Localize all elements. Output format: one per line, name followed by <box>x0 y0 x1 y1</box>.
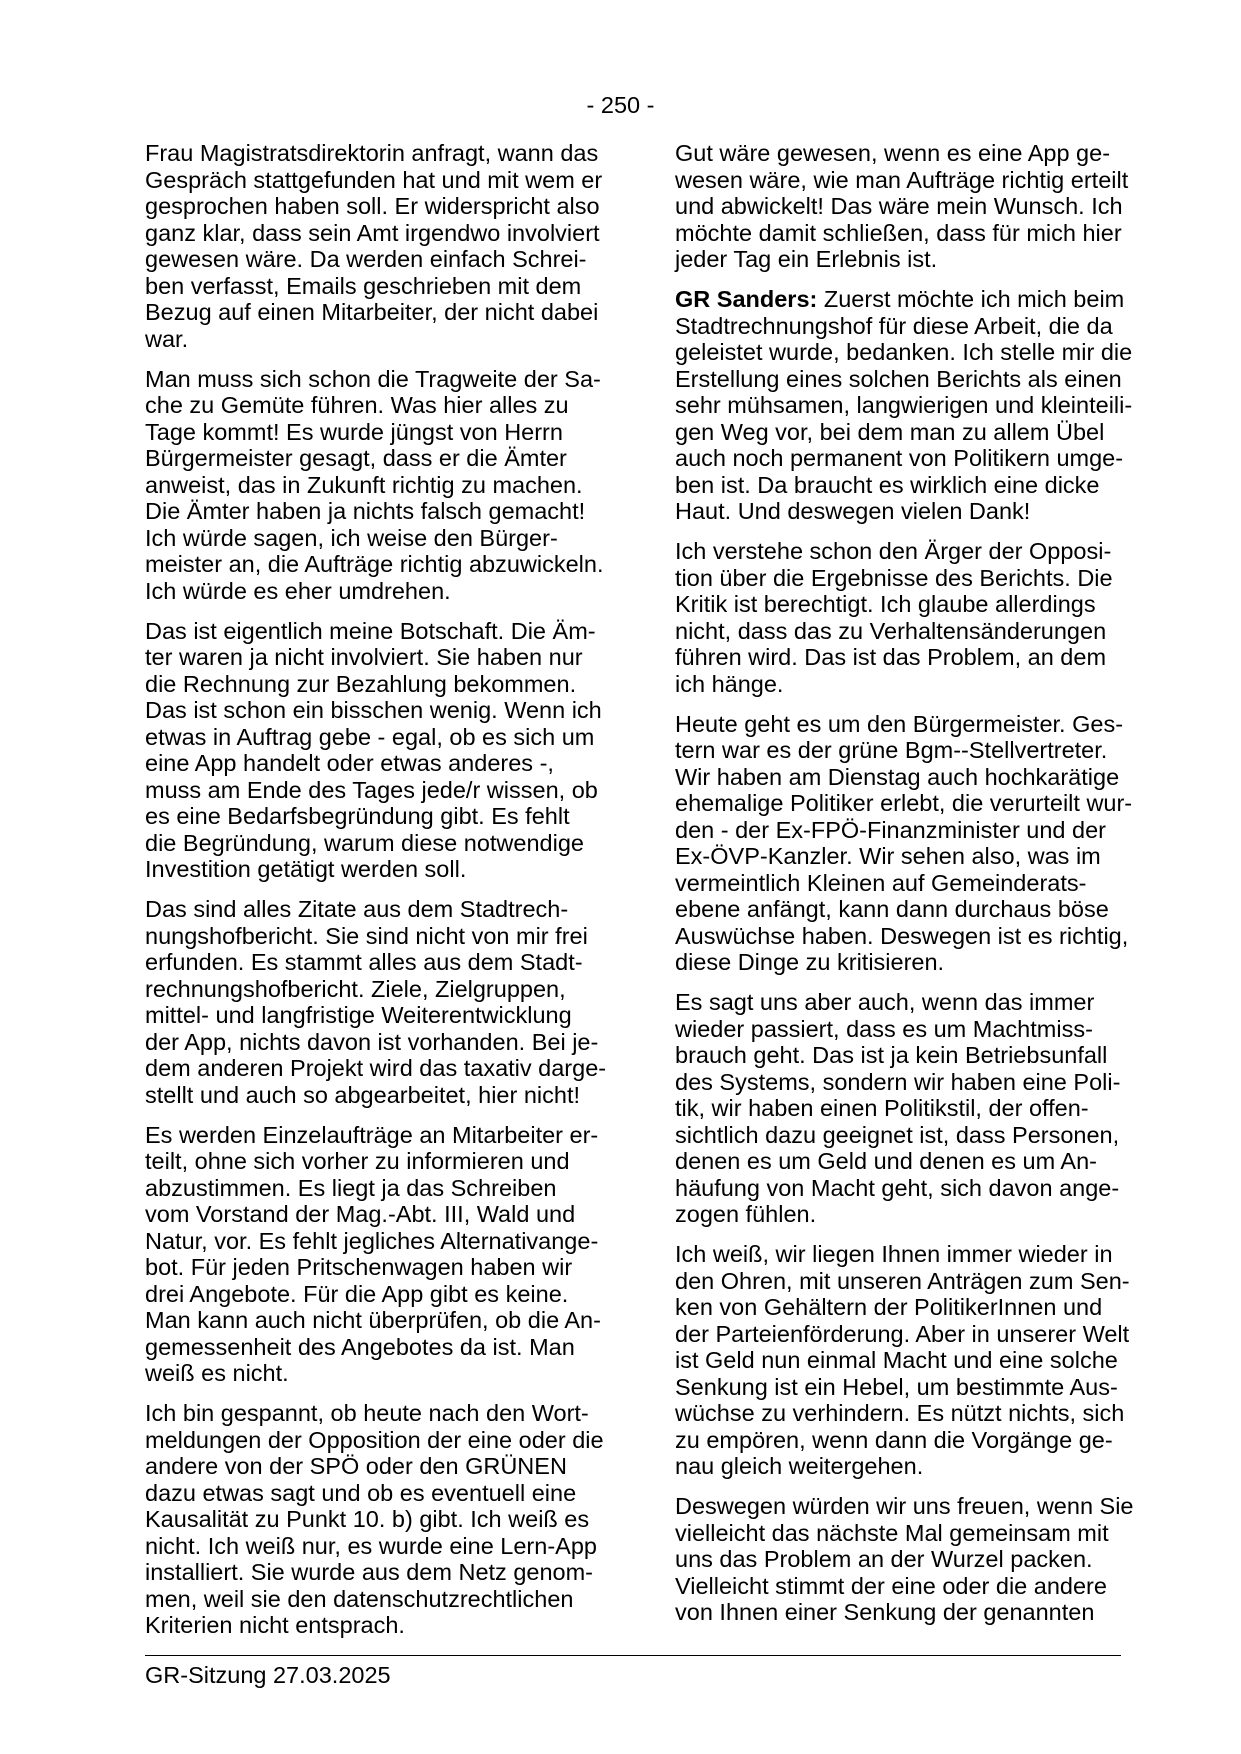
text-line: zu empören, wenn dann die Vorgänge ge- <box>675 1426 1113 1453</box>
text-line: ehemalige Politiker erlebt, die verurteilt wur- <box>675 790 1133 816</box>
text-line: andere von der SPÖ oder den GRÜNEN <box>145 1453 567 1479</box>
text-line: den - der Ex-FPÖ-Finanzminister und der <box>675 816 1106 843</box>
footer-session-label: GR-Sitzung 27.03.2025 <box>145 1662 391 1688</box>
text-line: Gut wäre gewesen, wenn es eine App ge- <box>675 140 1111 166</box>
paragraph <box>675 538 1113 697</box>
text-line: teilt, ohne sich vorher zu informieren und <box>145 1148 570 1174</box>
text-line: Ich bin gespannt, ob heute nach den Wort- <box>145 1400 589 1426</box>
text-line: men, weil sie den datenschutzrechtlichen <box>145 1585 574 1612</box>
text-line: tik, wir haben einen Politikstil, der offen- <box>675 1095 1089 1121</box>
text-line: Stadtrechnungshof für diese Arbeit, die da <box>675 312 1113 339</box>
text-line: Natur, vor. Es fehlt jegliches Alternativange- <box>145 1227 599 1254</box>
page-number: - 250 - <box>586 92 655 118</box>
paragraph <box>145 896 607 1108</box>
paragraph <box>145 365 604 605</box>
text-line: ich hänge. <box>675 670 784 697</box>
text-line: ter waren ja nicht involviert. Sie haben nur <box>145 644 583 670</box>
text-line: von Ihnen einer Senkung der genannten <box>675 1599 1095 1625</box>
text-line: meldungen der Opposition der eine oder die <box>145 1426 604 1453</box>
text-line: führen wird. Das ist das Problem, an dem <box>675 644 1107 670</box>
text-line: es eine Bedarfsbegründung gibt. Es fehlt <box>145 803 570 829</box>
text-line: abzustimmen. Es liegt ja das Schreiben <box>145 1174 557 1201</box>
text-line: uns das Problem an der Wurzel packen. <box>675 1546 1093 1572</box>
text-line: Deswegen würden wir uns freuen, wenn Sie <box>675 1493 1134 1519</box>
paragraph <box>675 710 1133 976</box>
text-line: diese Dinge zu kritisieren. <box>675 949 945 975</box>
text-line: denen es um Geld und denen es um An- <box>675 1148 1097 1174</box>
text-line: Es sagt uns aber auch, wenn das immer <box>675 989 1095 1015</box>
text-line: geleistet wurde, bedanken. Ich stelle mir die <box>675 339 1133 365</box>
paragraph <box>145 140 603 352</box>
text-line: Man muss sich schon die Tragweite der Sa- <box>145 365 601 392</box>
text-line: Kriterien nicht entsprach. <box>145 1612 405 1638</box>
text-line: rechnungshofbericht. Ziele, Zielgruppen, <box>145 975 566 1002</box>
text-line: wesen wäre, wie man Aufträge richtig erteilt <box>675 166 1129 193</box>
text-line: Man kann auch nicht überprüfen, ob die An- <box>145 1307 601 1333</box>
text-line: häufung von Macht geht, sich davon ange- <box>675 1174 1120 1201</box>
paragraph <box>145 617 602 883</box>
text-line: jeder Tag ein Erlebnis ist. <box>675 246 938 272</box>
text-line: Ich würde es eher umdrehen. <box>145 577 451 604</box>
text-line: wieder passiert, dass es um Machtmiss- <box>675 1015 1093 1042</box>
paragraph <box>675 140 1129 273</box>
text-line: stellt und auch so abgearbeitet, hier nicht! <box>145 1081 581 1108</box>
text-line: Ich würde sagen, ich weise den Bürger- <box>145 524 558 551</box>
paragraph <box>675 286 1133 525</box>
text-line: die Begründung, warum diese notwendige <box>145 829 584 856</box>
text-line: sichtlich dazu geeignet ist, dass Personen, <box>675 1121 1120 1148</box>
text-line: sehr mühsamen, langwierigen und kleinteili- <box>675 392 1133 418</box>
paragraph <box>145 1400 604 1639</box>
text-line: Vielleicht stimmt der eine oder die andere <box>675 1572 1107 1599</box>
text-line: Haut. Und deswegen vielen Dank! <box>675 498 1031 524</box>
text-line: Das sind alles Zitate aus dem Stadtrech- <box>145 896 569 922</box>
text-line: nungshofbericht. Sie sind nicht von mir frei <box>145 922 588 949</box>
text-line: Tage kommt! Es wurde jüngst von Herrn <box>145 418 563 445</box>
text-line: Es werden Einzelaufträge an Mitarbeiter er- <box>145 1121 599 1148</box>
text-line: vermeintlich Kleinen auf Gemeinderats- <box>675 869 1087 896</box>
text-line: der Parteienförderung. Aber in unserer Welt <box>675 1320 1130 1347</box>
text-line: nau gleich weitergehen. <box>675 1453 924 1479</box>
text-line: war. <box>145 325 189 352</box>
text-line: vom Vorstand der Mag.-Abt. III, Wald und <box>145 1201 576 1227</box>
text-line: gen Weg vor, bei dem man zu allem Übel <box>675 418 1105 445</box>
text-line: des Systems, sondern wir haben eine Poli- <box>675 1068 1121 1095</box>
text-line: Ex-ÖVP-Kanzler. Wir sehen also, was im <box>675 843 1101 869</box>
footer-divider <box>145 1655 1121 1656</box>
text-line: ben ist. Da braucht es wirklich eine dicke <box>675 471 1100 498</box>
text-line: Gespräch stattgefunden hat und mit wem er <box>145 166 603 193</box>
text-line: ist Geld nun einmal Macht und eine solche <box>675 1347 1118 1373</box>
text-line: Erstellung eines solchen Berichts als einen <box>675 365 1122 392</box>
text-line: mittel- und langfristige Weiterentwicklung <box>145 1002 572 1028</box>
speaker-name: GR Sanders: <box>675 286 818 312</box>
page-body <box>145 140 1134 1652</box>
text-line: nicht. Ich weiß nur, es wurde eine Lern-App <box>145 1532 597 1559</box>
text-line: Ich weiß, wir liegen Ihnen immer wieder in <box>675 1241 1113 1267</box>
text-line: ben verfasst, Emails geschrieben mit dem <box>145 272 582 299</box>
text-line: eine App handelt oder etwas anderes -, <box>145 750 554 776</box>
text-line: che zu Gemüte führen. Was hier alles zu <box>145 392 569 418</box>
text-line: den Ohren, mit unseren Anträgen zum Sen- <box>675 1267 1130 1294</box>
text-line: der App, nichts davon ist vorhanden. Bei je- <box>145 1028 599 1055</box>
text-line: Das ist eigentlich meine Botschaft. Die Äm- <box>145 617 596 644</box>
text-line: vielleicht das nächste Mal gemeinsam mit <box>675 1519 1109 1546</box>
text-line: ebene anfängt, kann dann durchaus böse <box>675 896 1109 922</box>
text-line: Ich verstehe schon den Ärger der Opposi- <box>675 538 1112 564</box>
paragraph <box>675 1241 1130 1480</box>
column-left <box>145 140 607 1652</box>
text-line: erfunden. Es stammt alles aus dem Stadt- <box>145 949 583 975</box>
text-line: tern war es der grüne Bgm--Stellvertreter. <box>675 737 1108 763</box>
text-line: möchte damit schließen, dass für mich hier <box>675 219 1122 246</box>
text-line: ganz klar, dass sein Amt irgendwo involviert <box>145 219 600 246</box>
text-line: zogen fühlen. <box>675 1201 817 1227</box>
text-line: Kausalität zu Punkt 10. b) gibt. Ich weiß es <box>145 1506 590 1532</box>
text-line: wüchse zu verhindern. Es nützt nichts, sich <box>675 1400 1125 1426</box>
text-line: anweist, das in Zukunft richtig zu machen. <box>145 471 583 498</box>
text-line: GR Sanders: Zuerst möchte ich mich beim <box>675 286 1125 312</box>
text-line: gewesen wäre. Da werden einfach Schrei- <box>145 246 587 272</box>
text-line: die Rechnung zur Bezahlung bekommen. <box>145 670 577 697</box>
text-line: meister an, die Aufträge richtig abzuwickeln. <box>145 551 604 577</box>
text-line: dazu etwas sagt und ob es eventuell eine <box>145 1479 577 1506</box>
text-line: Bürgermeister gesagt, dass er die Ämter <box>145 445 567 471</box>
text-line: Senkung ist ein Hebel, um bestimmte Aus- <box>675 1373 1118 1400</box>
text-line: Bezug auf einen Mitarbeiter, der nicht dabei <box>145 299 599 325</box>
text-line: Investition getätigt werden soll. <box>145 856 467 882</box>
text-line: gemessenheit des Angebotes da ist. Man <box>145 1333 575 1360</box>
text-line: Kritik ist berechtigt. Ich glaube allerdings <box>675 591 1096 617</box>
text-line: gesprochen haben soll. Er widerspricht also <box>145 193 600 219</box>
text-line: ken von Gehältern der PolitikerInnen und <box>675 1294 1103 1320</box>
text-line: drei Angebote. Für die App gibt es keine. <box>145 1280 569 1307</box>
paragraph <box>145 1121 601 1387</box>
text-line: Die Ämter haben ja nichts falsch gemacht! <box>145 498 586 524</box>
text-line: etwas in Auftrag gebe - egal, ob es sich um <box>145 723 595 750</box>
text-line: brauch geht. Das ist ja kein Betriebsunfall <box>675 1042 1108 1068</box>
text-line: Das ist schon ein bisschen wenig. Wenn ich <box>145 697 602 723</box>
text-line: auch noch permanent von Politikern umge- <box>675 445 1124 471</box>
text-line: Auswüchse haben. Deswegen ist es richtig, <box>675 922 1129 949</box>
text-line: Heute geht es um den Bürgermeister. Ges- <box>675 710 1124 737</box>
text-line: Frau Magistratsdirektorin anfragt, wann das <box>145 140 599 166</box>
text-line: installiert. Sie wurde aus dem Netz genom- <box>145 1559 594 1585</box>
paragraph <box>675 989 1121 1228</box>
paragraph <box>675 1493 1134 1626</box>
text-line: weiß es nicht. <box>145 1360 289 1386</box>
column-right <box>675 140 1134 1652</box>
text-line: Wir haben am Dienstag auch hochkarätige <box>675 763 1120 790</box>
text-line: tion über die Ergebnisse des Berichts. Die <box>675 564 1113 591</box>
text-line: muss am Ende des Tages jede/r wissen, ob <box>145 776 598 803</box>
text-line: dem anderen Projekt wird das taxativ darge- <box>145 1055 607 1081</box>
text-line: und abwickelt! Das wäre mein Wunsch. Ich <box>675 193 1123 219</box>
text-line: bot. Für jeden Pritschenwagen haben wir <box>145 1254 573 1280</box>
text-line: nicht, dass das zu Verhaltensänderungen <box>675 617 1107 644</box>
